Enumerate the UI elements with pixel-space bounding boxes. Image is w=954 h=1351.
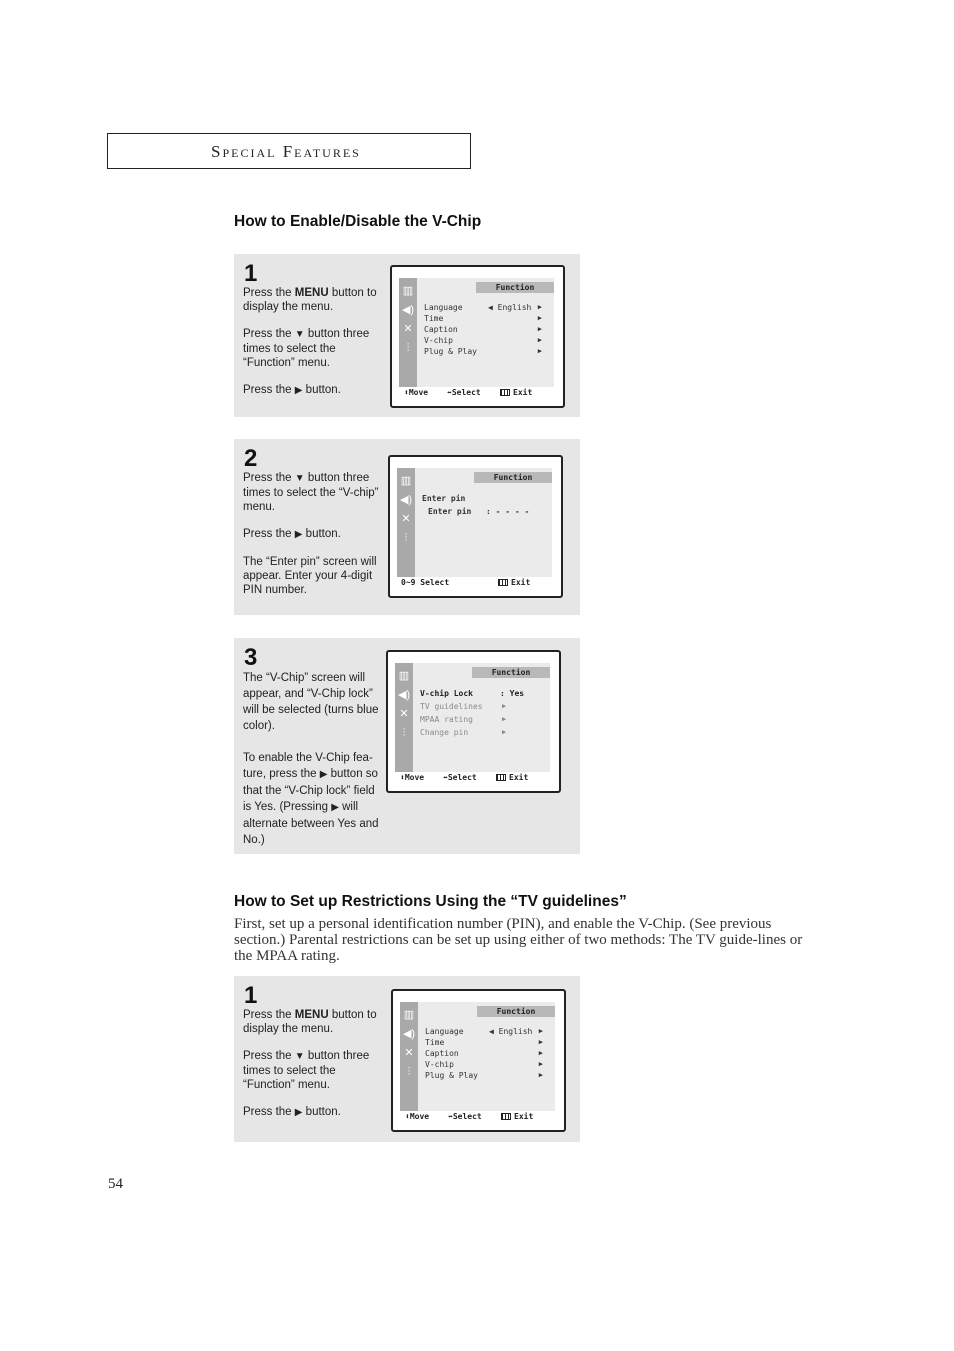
step-panel-a1 [234,254,580,417]
text: Press the [243,1009,295,1021]
text: button. [302,384,341,396]
step-number: 1 [244,982,258,1009]
osd-footer [397,577,552,588]
section-title: Special Features [211,142,361,161]
text: button three times to select the “Function” menu. [243,1050,370,1091]
page-number: 54 [108,1176,123,1192]
osd-title: Function [474,472,552,483]
channel-icon: ✕ [399,708,409,720]
setup-icon: ⫶ [402,727,406,739]
step-instructions [243,471,385,610]
tv-screen-function-menu [390,265,565,408]
osd-title: Function [472,667,550,678]
text: Press the [243,1106,295,1118]
menu-item-caption: Caption ▶ [425,1049,543,1058]
step-instructions [243,286,385,411]
text: Press the [243,328,295,340]
menu-item-time: Time ▶ [424,314,542,323]
right-arrow-icon: ▶ [294,1107,303,1118]
osd-footer [399,387,554,398]
menu-item-vchip: V-chip ▶ [425,1060,543,1069]
step-panel-a2 [234,439,580,615]
menu-item-language: Language ◀ English ▶ [425,1027,543,1036]
down-arrow-icon: ▼ [294,473,305,484]
menu-item-caption: Caption ▶ [424,325,542,334]
text: button to display the menu. [243,287,377,313]
osd-sidebar [400,1002,430,1122]
osd-title: Function [477,1006,555,1017]
osd-menu-list [425,1026,547,1081]
step-panel-a3 [234,638,580,854]
menu-item-plug-play: Plug & Play ▶ [425,1071,543,1080]
text: button three times to select the “V-chip” menu. [243,472,379,513]
text: button to display the menu. [243,1009,377,1035]
step-number: 2 [244,445,258,472]
tv-screen-vchip-menu [386,650,561,793]
move-hint: ⬍ Move [404,388,429,397]
osd-title: Function [476,282,554,293]
menu-button-label: MENU [294,287,329,299]
setup-icon: ⫶ [404,532,408,544]
text: Press the [243,384,295,396]
menu-item-time: Time ▶ [425,1038,543,1047]
exit-hint: Exit [500,387,513,398]
channel-icon: ✕ [404,1047,414,1059]
picture-icon: ▥ [398,670,410,682]
section-header-box [107,133,471,169]
text: Press the [243,287,295,299]
osd-sidebar [397,468,415,588]
osd-menu-list [424,302,546,357]
exit-hint: Exit [496,772,509,783]
text: Press the [243,472,295,484]
osd-sidebar [395,663,425,783]
osd-sidebar [399,278,429,398]
menu-item-change-pin: Change pin ▶ [420,728,507,737]
step-panel-b1 [234,976,580,1142]
move-hint: ⬍ Move [405,1112,430,1121]
tv-screen-enter-pin [388,455,563,598]
channel-icon: ✕ [401,513,411,525]
menu-item-language: Language ◀ English ▶ [424,303,542,312]
select-hint: 0~9 Select [401,578,450,587]
move-hint: ⬍ Move [400,773,425,782]
sound-icon: ◀) [402,1028,416,1040]
enter-pin-heading: Enter pin [422,494,466,503]
text: button so that the “V-Chip lock” field is Yes. (Pressing [243,768,378,813]
sound-icon: ◀) [397,689,411,701]
heading-tv-guidelines: How to Set up Restrictions Using the “TV guidelines” [234,893,627,910]
osd-pin-content [422,492,544,518]
menu-item-plug-play: Plug & Play ▶ [424,347,542,356]
tv-screen-function-menu [391,989,566,1132]
right-arrow-icon: ▶ [294,385,303,396]
right-arrow-icon: ▶ [294,529,303,540]
step-number: 3 [244,644,258,671]
heading-enable-vchip: How to Enable/Disable the V-Chip [234,213,482,230]
step-number: 1 [244,260,258,287]
menu-item-vchip-lock: V-chip Lock : Yes [420,689,525,698]
text: The “Enter pin” screen will appear. Enter your 4-digit PIN number. [243,556,377,596]
step-instructions [243,1008,385,1133]
menu-icon [501,1113,511,1120]
enter-pin-field: Enter pin : - - - - [428,507,530,516]
osd-menu-list [420,687,542,739]
select-hint: ⬌ Select [448,1112,482,1121]
osd-footer [400,1111,555,1122]
text: The “V-Chip” screen will appear, and “V-Chip lock” will be selected (turns blue color). [243,672,379,732]
channel-icon: ✕ [403,323,413,335]
right-arrow-icon: ▶ [331,802,339,813]
menu-icon [498,579,508,586]
menu-icon [500,389,510,396]
menu-item-mpaa-rating: MPAA rating ▶ [420,715,507,724]
right-arrow-icon: ▶ [319,769,328,780]
exit-hint: Exit [501,1111,514,1122]
sound-icon: ◀) [399,494,413,506]
text: button. [302,528,341,540]
text: To enable the V-Chip fea-ture, press the [243,752,373,780]
setup-icon: ⫶ [406,342,410,354]
picture-icon: ▥ [402,285,414,297]
picture-icon: ▥ [400,475,412,487]
osd-footer [395,772,550,783]
text: button three times to select the “Function” menu. [243,328,370,369]
setup-icon: ⫶ [407,1066,411,1078]
down-arrow-icon: ▼ [294,329,305,340]
picture-icon: ▥ [403,1009,415,1021]
text: Press the [243,1050,295,1062]
menu-item-vchip: V-chip ▶ [424,336,542,345]
text: will alternate between Yes and No.) [243,801,379,846]
select-hint: ⬌ Select [443,773,477,782]
select-hint: ⬌ Select [447,388,481,397]
intro-paragraph: First, set up a personal identification number (PIN), and enable the V-Chip. (See previous section.) Parental restrictions can be set up using either of two methods: The TV guide-lines or the MPAA rating. [234,916,803,964]
menu-button-label: MENU [294,1009,329,1021]
text: button. [302,1106,341,1118]
menu-item-tv-guidelines: TV guidelines ▶ [420,702,507,711]
step-instructions [243,670,385,861]
exit-hint: Exit [498,577,511,588]
sound-icon: ◀) [401,304,415,316]
text: Press the [243,528,295,540]
down-arrow-icon: ▼ [294,1051,305,1062]
menu-icon [496,774,506,781]
